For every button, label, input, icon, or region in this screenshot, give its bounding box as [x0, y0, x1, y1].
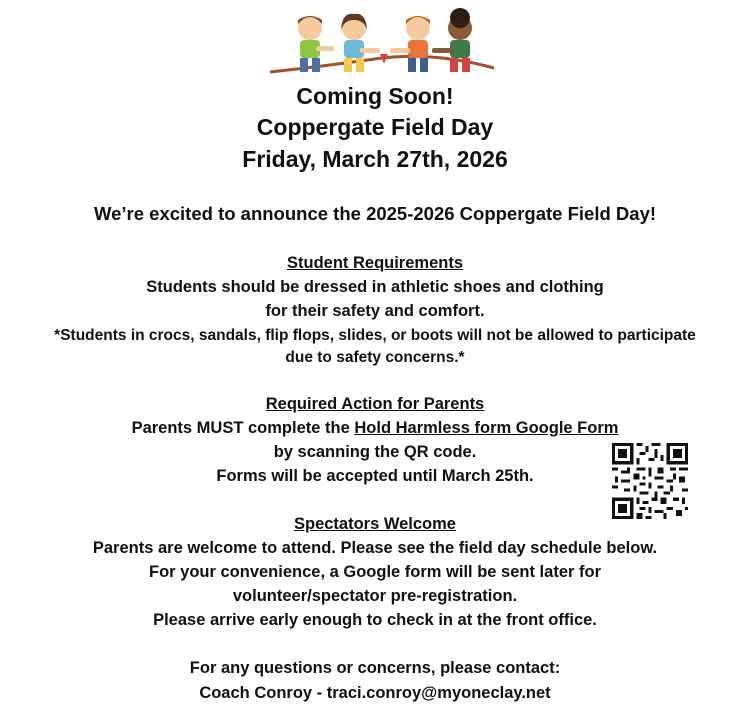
hold-harmless-form-link[interactable]: Hold Harmless form Google Form: [354, 419, 619, 437]
student-requirements-heading: Student Requirements: [286, 254, 464, 272]
parents-action-prefix: Parents MUST complete the: [131, 419, 355, 437]
event-name-heading: Coppergate Field Day: [256, 114, 494, 140]
student-requirements-note-1: *Students in crocs, sandals, flip flops, slides, or boots will not be allowed to participate: [54, 327, 696, 344]
spectators-line-2: For your convenience, a Google form will be sent later for: [148, 563, 601, 581]
coming-soon-heading: Coming Soon!: [296, 83, 454, 109]
parents-action-line-3: Forms will be accepted until March 25th.: [216, 467, 534, 485]
contact-line-1: For any questions or concerns, please contact:: [189, 659, 561, 677]
event-date-heading: Friday, March 27th, 2026: [242, 146, 508, 172]
student-requirements-note-2: due to safety concerns.*: [285, 349, 465, 366]
qr-code-icon[interactable]: [612, 443, 688, 519]
spectators-line-1: Parents are welcome to attend. Please see the field day schedule below.: [92, 539, 658, 557]
spectators-line-4: Please arrive early enough to check in at the front office.: [153, 611, 597, 629]
parents-action-line-2: by scanning the QR code.: [273, 443, 477, 461]
contact-line-2: Coach Conroy - traci.conroy@myoneclay.net: [199, 684, 551, 702]
parents-action-line-1: [0, 420, 750, 437]
parents-action-heading: Required Action for Parents: [265, 395, 485, 413]
spectators-heading: Spectators Welcome: [293, 515, 456, 533]
student-requirements-line-1: Students should be dressed in athletic shoes and clothing: [146, 278, 604, 296]
intro-announcement: We’re excited to announce the 2025-2026 Coppergate Field Day!: [93, 203, 657, 224]
student-requirements-line-2: for their safety and comfort.: [265, 302, 485, 320]
spectators-line-3: volunteer/spectator pre-registration.: [232, 587, 518, 605]
tug-of-war-kids-illustration: [266, 8, 498, 84]
